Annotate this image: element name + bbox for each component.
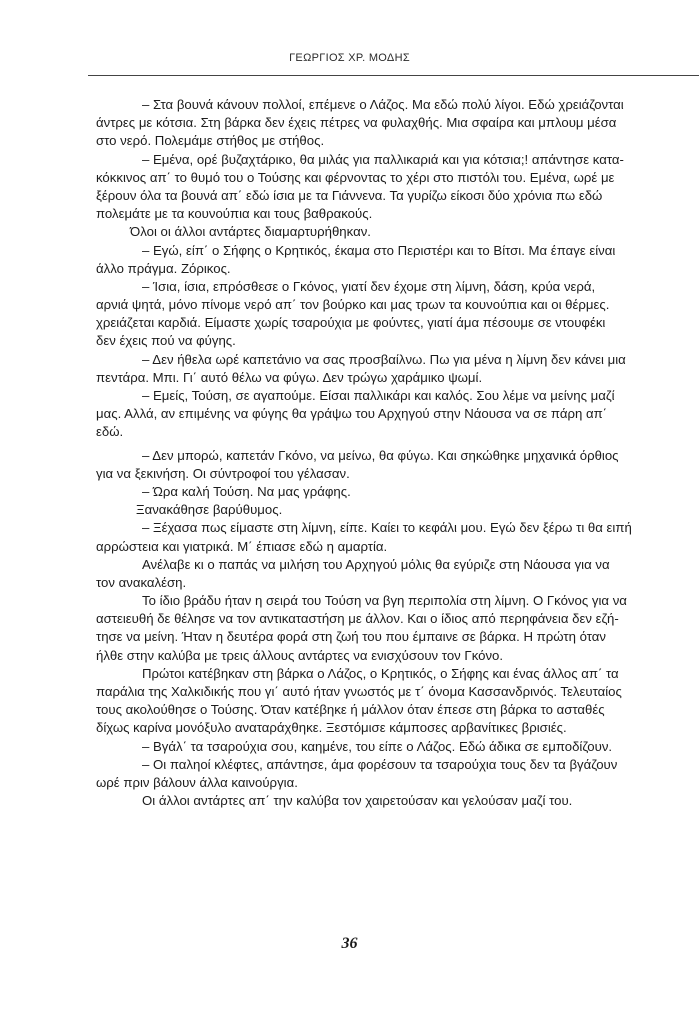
text-line: ήλθε στην καλύβα με τρεις άλλους αντάρτες να ενισχύσουν τον Γκόνο. xyxy=(96,647,504,663)
body-text xyxy=(96,96,699,810)
text-line: Ανέλαβε κι ο παπάς να μιλήση του Αρχηγού μόλις θα εγύριζε στη Νάουσα για να xyxy=(142,556,610,572)
text-line: Οι άλλοι αντάρτες απ΄ την καλύβα τον χαιρετούσαν και γελούσαν μαζί του. xyxy=(142,793,573,809)
text-line: – Ξέχασα πως είμαστε στη λίμνη, είπε. Καίει το κεφάλι μου. Εγώ δεν ξέρω τι θα ειπή xyxy=(142,520,632,536)
text-line: τον ανακαλέση. xyxy=(96,574,187,590)
text-line: – Ώρα καλή Τούση. Να μας γράφης. xyxy=(142,483,351,499)
text-line: μας. Αλλά, αν επιμένης να φύγης θα γράψω του Αρχηγού στην Νάουσα να σε πάρη απ΄ xyxy=(96,406,608,422)
text-line: Το ίδιο βράδυ ήταν η σειρά του Τούση να βγη περιπολία στη λίμνη. Ο Γκόνος για να xyxy=(142,593,627,609)
text-line: – Εγώ, είπ΄ ο Σήφης ο Κρητικός, έκαμα στο Περιστέρι και το Βίτσι. Μα έπαγε είναι xyxy=(142,242,616,258)
text-line: αστειευθή δε θέλησε να τον αντικαταστήση με άλλον. Και ο ίδιος από περηφάνεια δεν εζή- xyxy=(96,611,619,627)
text-line: δίχως καρίνα μονόξυλο αναταράχθηκε. Ξεστόμισε κάμποσες αρβανίτικες βρισιές. xyxy=(96,720,567,736)
text-line: – Στα βουνά κάνουν πολλοί, επέμενε ο Λάζος. Μα εδώ πολύ λίγοι. Εδώ χρειάζονται xyxy=(142,97,624,112)
text-line: – Εμένα, ορέ βυζαχτάρικο, θα μιλάς για παλλικαριά και για κότσια;! απάντησε κατα- xyxy=(142,151,624,167)
text-line: – Ίσια, ίσια, επρόσθεσε ο Γκόνος, γιατί δεν έχομε στη λίμνη, δάση, κρύα νερά, xyxy=(142,278,596,294)
text-line: – Δεν μπορώ, καπετάν Γκόνο, να μείνω, θα φύγω. Και σηκώθηκε μηχανικά όρθιος xyxy=(142,447,619,463)
text-line: χρειάζεται καρδιά. Είμαστε χωρίς τσαρούχια με φούντες, γιατί άμα πέσουμε σε ντουφέκι xyxy=(96,315,606,331)
text-line: άλλο πράγμα. Ζόρικος. xyxy=(96,260,231,276)
text-line: για να ξεκινήση. Οι σύντροφοί του γέλασαν. xyxy=(96,465,350,481)
text-line: κόκκινος απ΄ το θυμό του ο Τούσης και φέρνοντας το χέρι στο πιστόλι του. Εμένα, ωρέ με xyxy=(96,169,615,185)
text-line: – Οι παληοί κλέφτες, απάντησε, άμα φορέσουν τα τσαρούχια τους δεν τα βγάζουν xyxy=(142,756,618,772)
text-line: τους ακολούθησε ο Τούσης. Όταν κατέβηκε ή μάλλον όταν έπεσε στη βάρκα το ασταθές xyxy=(96,702,605,718)
text-line: πολεμάτε με τα κουνούπια και τους βαθρακούς. xyxy=(96,206,373,222)
text-line: αρρώστεια και γιατρικά. Μ΄ έπιασε εδώ η αμαρτία. xyxy=(96,538,388,554)
text-line: Πρώτοι κατέβηκαν στη βάρκα ο Λάζος, ο Κρητικός, ο Σήφης και ένας άλλος απ΄ τα xyxy=(142,665,619,681)
text-line: στο νερό. Πολεμάμε στήθος με στήθος. xyxy=(96,133,325,149)
text-line: – Εμείς, Τούση, σε αγαπούμε. Είσαι παλλικάρι και καλός. Σου λέμε να μείνης μαζί xyxy=(142,388,615,403)
running-head: ΓΕΩΡΓΙΟΣ ΧΡ. ΜΟΔΗΣ xyxy=(289,52,410,64)
text-line: άντρες με κότσια. Στη βάρκα δεν έχεις πέτρες να φυλαχθής. Μια σφαίρα και μπλουμ μέσα xyxy=(96,115,617,131)
text-line: τησε να μείνη. Ήταν η δευτέρα φορά στη ζωή του που έμπαινε σε βάρκα. Η πρώτη όταν xyxy=(96,629,606,645)
page-number: 36 xyxy=(341,935,358,952)
header-rule xyxy=(88,75,699,76)
text-line: Ξανακάθησε βαρύθυμος. xyxy=(136,502,283,518)
text-line: ωρέ πριν βάλουν άλλα καινούργια. xyxy=(96,774,298,790)
text-line: παράλια της Χαλκιδικής που γι΄ αυτό ήταν γνωστός με τ΄ όνομα Κασσανδρινός. Τελευταίος xyxy=(96,684,622,699)
text-line: δεν έχεις πού να φύγης. xyxy=(96,333,236,349)
text-line: ξέρουν όλα τα βουνά απ΄ εδώ ίσια με τα Γιάννενα. Τα γυρίζω είκοσι δύο χρόνια πω εδώ xyxy=(96,187,603,203)
text-line: αρνιά ψητά, μόνο πίνομε νερό απ΄ τον βούρκο και μας τρων τα κουνούπια και οι θέρμες. xyxy=(96,297,610,313)
text-line: εδώ. xyxy=(96,424,124,440)
text-line: Όλοι οι άλλοι αντάρτες διαμαρτυρήθηκαν. xyxy=(130,224,371,240)
text-line: – Δεν ήθελα ωρέ καπετάνιο να σας προσβαίλνω. Πω για μένα η λίμνη δεν κάνει μια xyxy=(142,351,626,367)
text-line: πεντάρα. Μπι. Γι΄ αυτό θέλω να φύγω. Δεν τρώγω χαράμικο ψωμί. xyxy=(96,369,483,385)
text-line: – Βγάλ΄ τα τσαρούχια σου, καημένε, του είπε ο Λάζος. Εδώ άδικα σε εμποδίζουν. xyxy=(142,738,613,754)
